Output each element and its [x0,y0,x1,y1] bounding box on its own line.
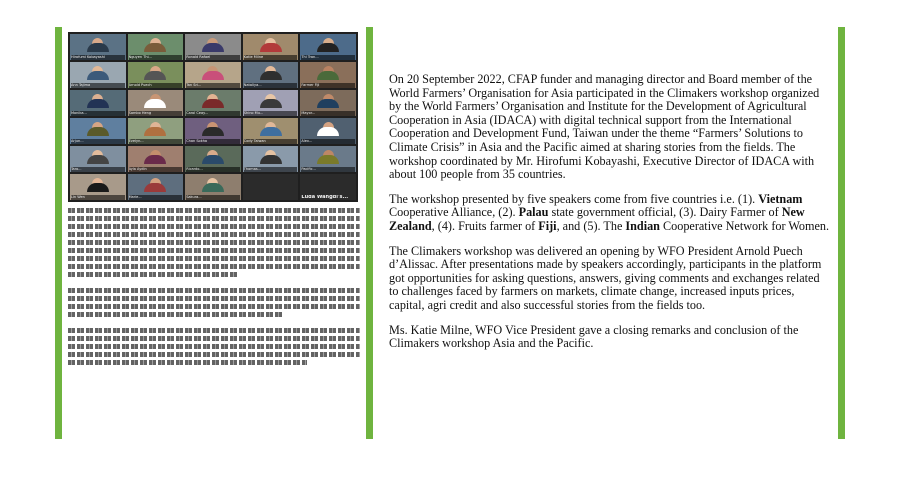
participant-body [87,155,109,164]
right-accent-bar [838,27,845,439]
participant-body [202,183,224,192]
participant-name-label: Chan Sokha [186,139,240,144]
khmer-text-line [68,272,237,277]
article-paragraph-1: On 20 September 2022, CFAP funder and managing director and Board member of the World Farmers’ Organisation for Asia participated in the Climakers workshop organized by the World Farmers’ Organisation and Institute for the Development of Agricultural Cooperation in Asia (IDACA) with digital technical support from the International Cooperation and Development Fund, Taiwan under the theme “Farmers’ Solutions to Climate Crisis” in Asia and the Pacific aimed at sharing stories from the fields. The workshop coordinated by Mr. Hirofumi Kobayashi, Executive Director of IDACA with about 100 people from 35 countries. [389,72,820,182]
khmer-text-line [68,336,360,341]
khmer-text-line [68,264,360,269]
khmer-text-line [68,328,360,333]
khmer-text-line [68,296,360,301]
participant-name-label: Evelyn... [129,139,183,144]
participant-video-tile [243,90,299,116]
participant-name-label: Hirofumi Kobayashi [71,55,125,60]
khmer-text-line [68,256,360,261]
participant-video-tile [185,146,241,172]
participant-video-tile [70,62,126,88]
khmer-text-line [68,232,360,237]
participant-body [202,155,224,164]
participant-video-tile [70,174,126,200]
participant-video-tile [300,90,356,116]
khmer-text-line [68,248,360,253]
participant-name-label: Ann Tajima [71,83,125,88]
participant-body [144,155,166,164]
participant-body [317,127,339,136]
participant-name-label: Farmer Fiji [301,83,355,88]
participant-video-tile [128,90,184,116]
participant-video-tile [70,146,126,172]
participant-video-tile [300,174,356,200]
participant-name-label: Sambo Heng [129,111,183,116]
participant-video-tile [185,62,241,88]
participant-name-label: Shino Mu... [244,111,298,116]
country-india: Indian [625,218,660,233]
participant-name-label: Ronald Rafael [186,55,240,60]
participant-video-tile [70,118,126,144]
participant-video-tile [300,34,356,60]
participant-video-tile [185,118,241,144]
participant-name-label: Cody Taiwan [244,139,298,144]
participant-video-tile [128,174,184,200]
participant-video-tile [128,118,184,144]
participant-video-tile [185,90,241,116]
participant-name-label: Alex... [301,139,355,144]
participant-body [317,71,339,80]
participant-body [317,99,339,108]
article-paragraph-3: The Climakers workshop was delivered an opening by WFO President Arnold Puech d’Alissac. After presentations made by speakers accordingly, participants in the platform got opportunities for asking questions, answers, giving comments and exchanges related to challenges faced by farmers on markets, climate change, increased inputs prices, capital, agri credit and also successful stories from the fields too. [389,243,822,312]
participant-body [202,99,224,108]
participant-name-label: Katie Milne [244,55,298,60]
participant-video-tile [243,118,299,144]
participant-body [260,155,282,164]
middle-accent-bar [366,27,373,439]
participant-name-label: Mayor... [301,111,355,116]
participant-video-tile [185,34,241,60]
participant-body [260,99,282,108]
participant-body [144,99,166,108]
country-fiji: Fiji [538,218,557,233]
participant-name-label: Carol Ceay... [186,111,240,116]
participant-body [87,127,109,136]
khmer-text-line [68,304,360,309]
participant-name-label: Tan Sri... [186,83,240,88]
left-accent-bar [55,27,62,439]
participant-name-label: Monika... [71,111,125,116]
participant-video-tile [300,118,356,144]
video-meeting-screenshot [68,32,358,202]
participant-name-label: Luda Wangdi's... [301,195,349,200]
khmer-text-line [68,352,360,357]
participant-name-label: Pacific... [301,167,355,172]
khmer-text-block [68,208,360,365]
country-vietnam: Vietnam [758,191,803,206]
participant-video-tile [243,62,299,88]
participant-name-label: Thomas... [244,167,298,172]
participant-video-tile [243,34,299,60]
participant-body [202,127,224,136]
participant-name-label: Nataliya... [244,83,298,88]
khmer-text-line [68,288,360,293]
article-text [389,73,829,362]
article-paragraph-2: The workshop presented by five speakers come from five countries i.e. (1). Vietnam Cooperative Alliance, (2). Palau state government official, (3). Dairy Farmer of New Zealand, (4). Fruits farmer of Fiji, and (5). The Indian Cooperative Network for Women. [389,191,830,233]
participant-body [260,43,282,52]
participant-name-label: Taro... [71,167,125,172]
participant-body [87,43,109,52]
participant-name-label: Thi Tran... [301,55,355,60]
participant-body [260,127,282,136]
khmer-text-line [68,344,360,349]
participant-name-label: Ayla Aydin [129,167,183,172]
participant-name-label: Ricardo... [186,167,240,172]
participant-body [144,71,166,80]
participant-name-label: Sakura... [186,195,240,200]
participant-video-tile [185,174,241,200]
participant-body [87,71,109,80]
participant-body [144,43,166,52]
khmer-text-line [68,360,307,365]
participant-body [144,127,166,136]
participant-video-tile [128,62,184,88]
country-palau: Palau [518,205,549,220]
participant-body [260,71,282,80]
participant-body [87,99,109,108]
participant-body [317,155,339,164]
khmer-text-line [68,240,360,245]
participant-name-label: Marie... [129,195,183,200]
participant-video-tile [243,174,299,200]
participant-body [144,183,166,192]
khmer-text-line [68,216,360,221]
participant-name-label: Arjun... [71,139,125,144]
participant-name-label: Nguyen Thi... [129,55,183,60]
participant-video-tile [300,62,356,88]
participant-body [317,43,339,52]
participant-video-tile [243,146,299,172]
participant-video-tile [128,34,184,60]
khmer-text-line [68,208,360,213]
participant-video-tile [128,146,184,172]
country-new-zealand: New Zealand [389,205,805,233]
article-paragraph-4: Ms. Katie Milne, WFO Vice President gave a closing remarks and conclusion of the Climakers workshop Asia and the Pacific. [389,322,799,351]
participant-video-tile [70,90,126,116]
participant-name-label: Arnold Puech [129,83,183,88]
participant-video-tile [300,146,356,172]
participant-body [87,183,109,192]
left-column [68,32,360,368]
khmer-text-line [68,312,284,317]
participant-video-tile [70,34,126,60]
khmer-text-line [68,224,360,229]
participant-body [202,43,224,52]
participant-name-label: Lin Wen [71,195,125,200]
participant-body [202,71,224,80]
